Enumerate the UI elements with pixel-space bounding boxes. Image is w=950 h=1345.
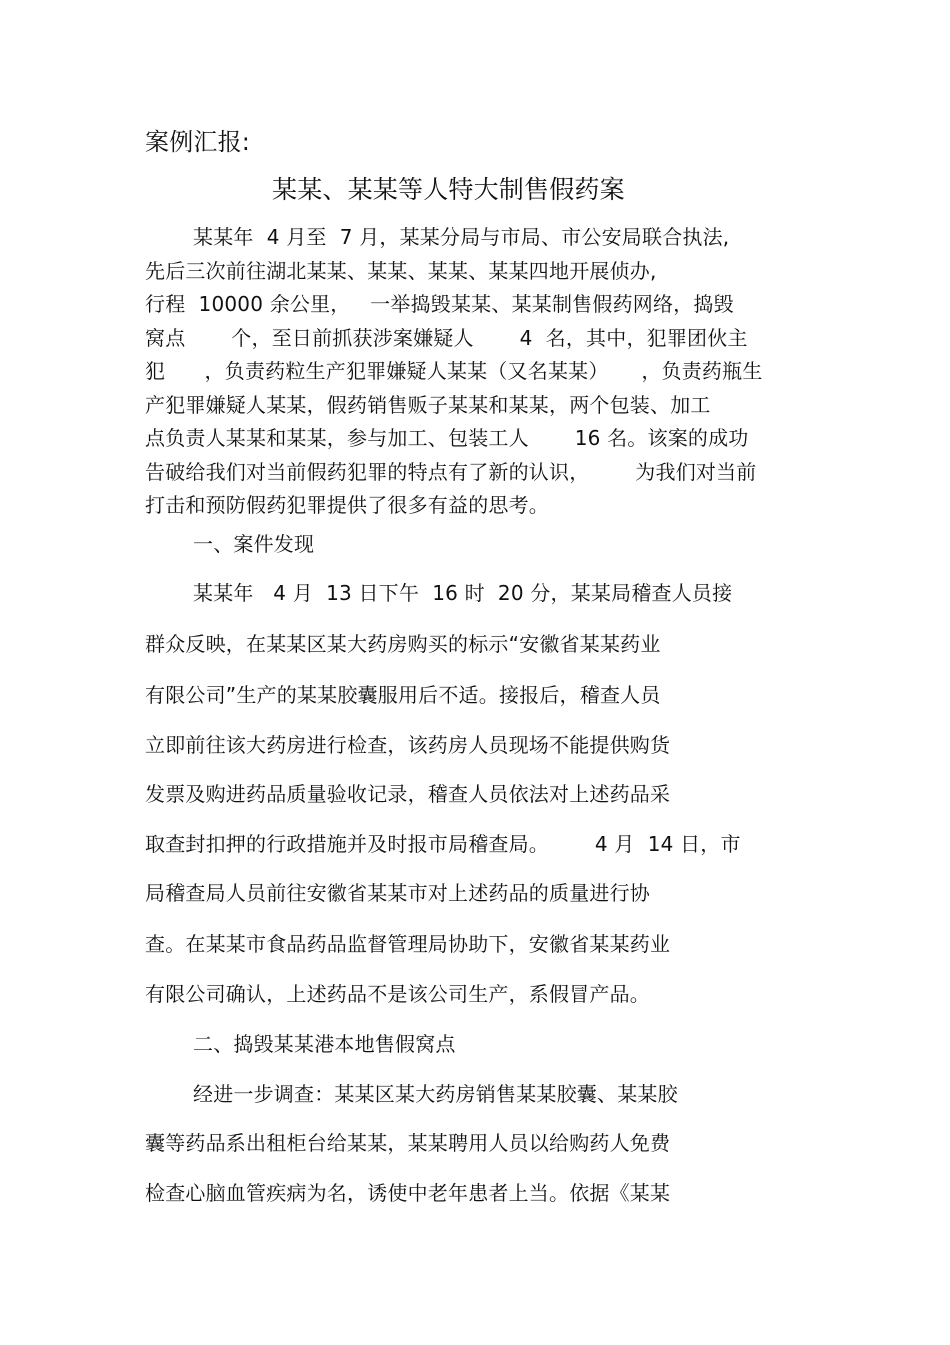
section-2-line: 囊等药品系出租柜台给某某，某某聘用人员以给购药人免费	[145, 1131, 671, 1155]
section-1-line: 局稽查局人员前往安徽省某某市对上述药品的质量进行协	[145, 881, 650, 905]
section-1-line: 查。在某某市食品药品监督管理局协助下，安徽省某某药业	[145, 932, 671, 956]
intro-line: 窝点 个，至日前抓获涉案嫌疑人 4 名，其中，犯罪团伙主	[145, 326, 748, 350]
intro-line: 行程 10000 余公里， 一举捣毁某某、某某制售假药网络，捣毁	[145, 292, 734, 316]
section-1-line: 取查封扣押的行政措施并及时报市局稽查局。 4 月 14 日，市	[145, 832, 741, 856]
section-1-line: 有限公司确认，上述药品不是该公司生产，系假冒产品。	[145, 982, 650, 1006]
intro-line: 先后三次前往湖北某某、某某、某某、某某四地开展侦办,	[145, 259, 657, 283]
intro-line: 打击和预防假药犯罪提供了很多有益的思考。	[145, 493, 549, 517]
section-1-title: 一、案件发现	[193, 532, 315, 556]
case-title: 某某、某某等人特大制售假药案	[272, 175, 625, 204]
section-1-line: 立即前往该大药房进行检查，该药房人员现场不能提供购货	[145, 733, 671, 757]
section-1-line: 有限公司”生产的某某胶囊服用后不适。接报后，稽查人员	[145, 683, 661, 707]
intro-line: 告破给我们对当前假药犯罪的特点有了新的认识， 为我们对当前	[145, 460, 757, 484]
intro-line: 犯 ，负责药粒生产犯罪嫌疑人某某（又名某某） ，负责药瓶生	[145, 359, 763, 383]
intro-line: 产犯罪嫌疑人某某，假药销售贩子某某和某某，两个包装、加工	[145, 393, 711, 417]
section-1-line: 某某年 4 月 13 日下午 16 时 20 分，某某局稽查人员接	[193, 581, 733, 605]
section-1-line: 发票及购进药品质量验收记录，稽查人员依法对上述药品采	[145, 782, 671, 806]
intro-line: 点负责人某某和某某，参与加工、包装工人 16 名。该案的成功	[145, 426, 749, 450]
intro-line: 某某年 4 月至 7 月，某某分局与市局、市公安局联合执法,	[193, 225, 730, 249]
section-2-line: 经进一步调查：某某区某大药房销售某某胶囊、某某胶	[193, 1082, 678, 1106]
document-heading: 案例汇报:	[145, 128, 251, 156]
section-2-line: 检查心脑血管疾病为名，诱使中老年患者上当。依据《某某	[145, 1181, 671, 1205]
section-1-line: 群众反映，在某某区某大药房购买的标示“安徽省某某药业	[145, 632, 661, 656]
section-2-title: 二、捣毁某某港本地售假窝点	[193, 1032, 456, 1056]
